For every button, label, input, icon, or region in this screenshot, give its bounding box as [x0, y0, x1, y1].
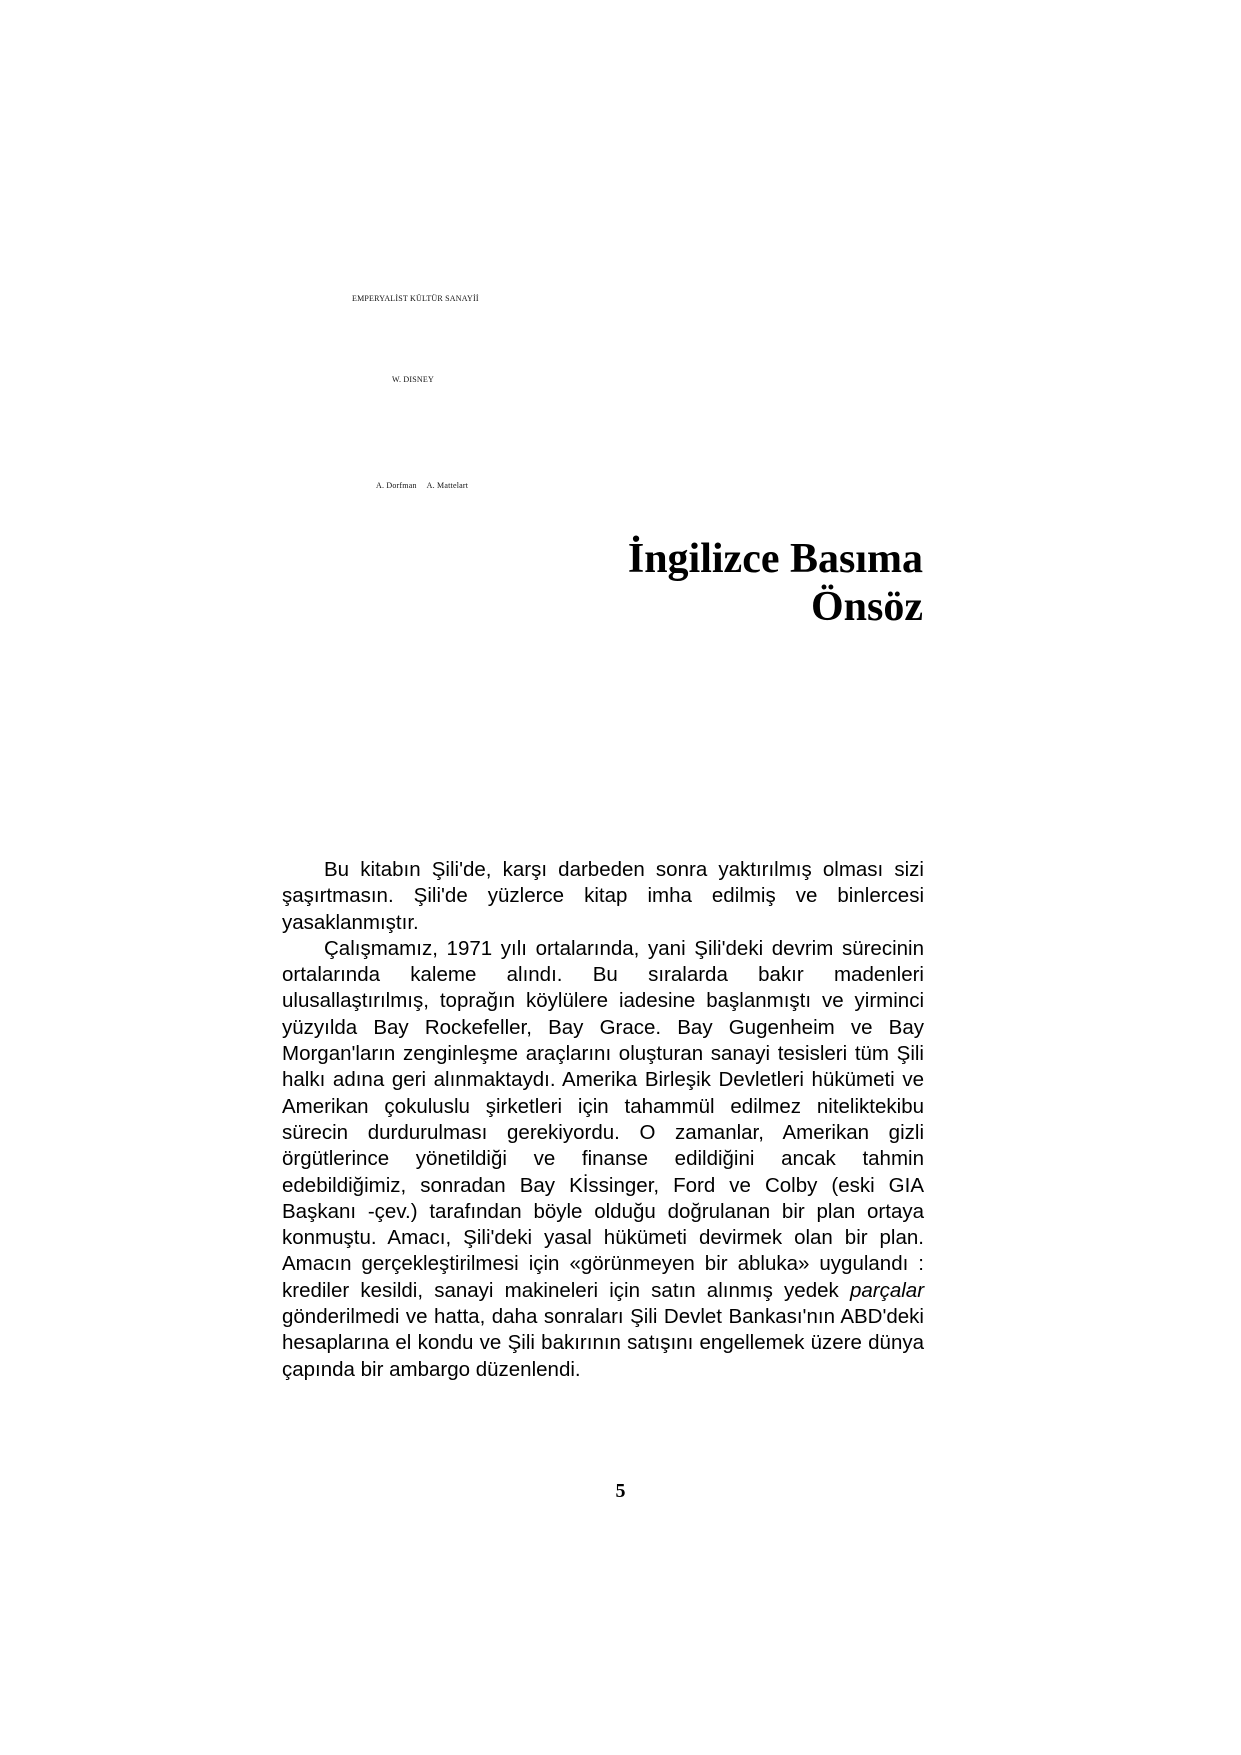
paragraph-2-emphasis: parçalar: [849, 1278, 925, 1302]
author-dorfman: A. Dorfman: [376, 481, 417, 490]
paragraph-2-part-2: gönderilmedi ve hatta, daha sonraları Şili Devlet Bankası'nın ABD'deki hesaplarına el kondu ve Şili bakırının satışını engellemek üzere dünya çapında bir ambargo düzenlendi.: [282, 1305, 924, 1381]
paragraph-2: [282, 936, 924, 1383]
book-title: W. DISNEY: [392, 375, 434, 384]
paragraph-2-part-1: Çalışmamız, 1971 yılı ortalarında, yani Şili'deki devrim sürecinin ortalarında kaleme alındı. Bu sıralarda bakır madenleri ulusallaştırılmış, toprağın köylülere iadesine başlanmıştı ve yirminci yüzyılda Bay Rockefeller, Bay Grace. Bay Gugenheim ve Bay Morgan'ların zenginleşme araçlarını oluşturan sanayi tesisleri tüm Şili halkı adına geri alınmaktaydı. Amerika Birleşik Devletleri hükümeti ve Amerikan çokuluslu şirketleri için tahammül edilmez niteliktekibu sürecin durdurulması gerekiyordu. O zamanlar, Amerikan gizli örgütlerince yönetildiği ve finanse edildiğini ancak tahmin edebildiğimiz, sonradan Bay Kİssinger, Ford ve Colby (eski GIA Başkanı -çev.) tarafından böyle olduğu doğrulanan bir plan ortaya konmuştu. Amacı, Şili'deki yasal hükümeti devirmek olan bir plan. Amacın gerçekleştirilmesi için «görünmeyen bir abluka» uygulandı : krediler kesildi, sanayi makineleri için satın alınmış yedek: [282, 936, 924, 1302]
body-text: [282, 857, 924, 1383]
series-title: EMPERYALİST KÜLTÜR SANAYİİ: [352, 294, 479, 303]
chapter-title-line-1: İngilizce Basıma: [627, 536, 923, 582]
page-number: 5: [615, 1480, 626, 1502]
chapter-title-line-2: Önsöz: [810, 584, 923, 630]
author-mattelart: A. Mattelart: [426, 481, 469, 490]
chapter-title: [628, 535, 923, 631]
paragraph-1: Bu kitabın Şili'de, karşı darbeden sonra yaktırılmış olması sizi şaşırtmasın. Şili'de yüzlerce kitap imha edilmiş ve binlercesi yasaklanmıştır.: [282, 858, 924, 934]
authors: [376, 481, 468, 490]
